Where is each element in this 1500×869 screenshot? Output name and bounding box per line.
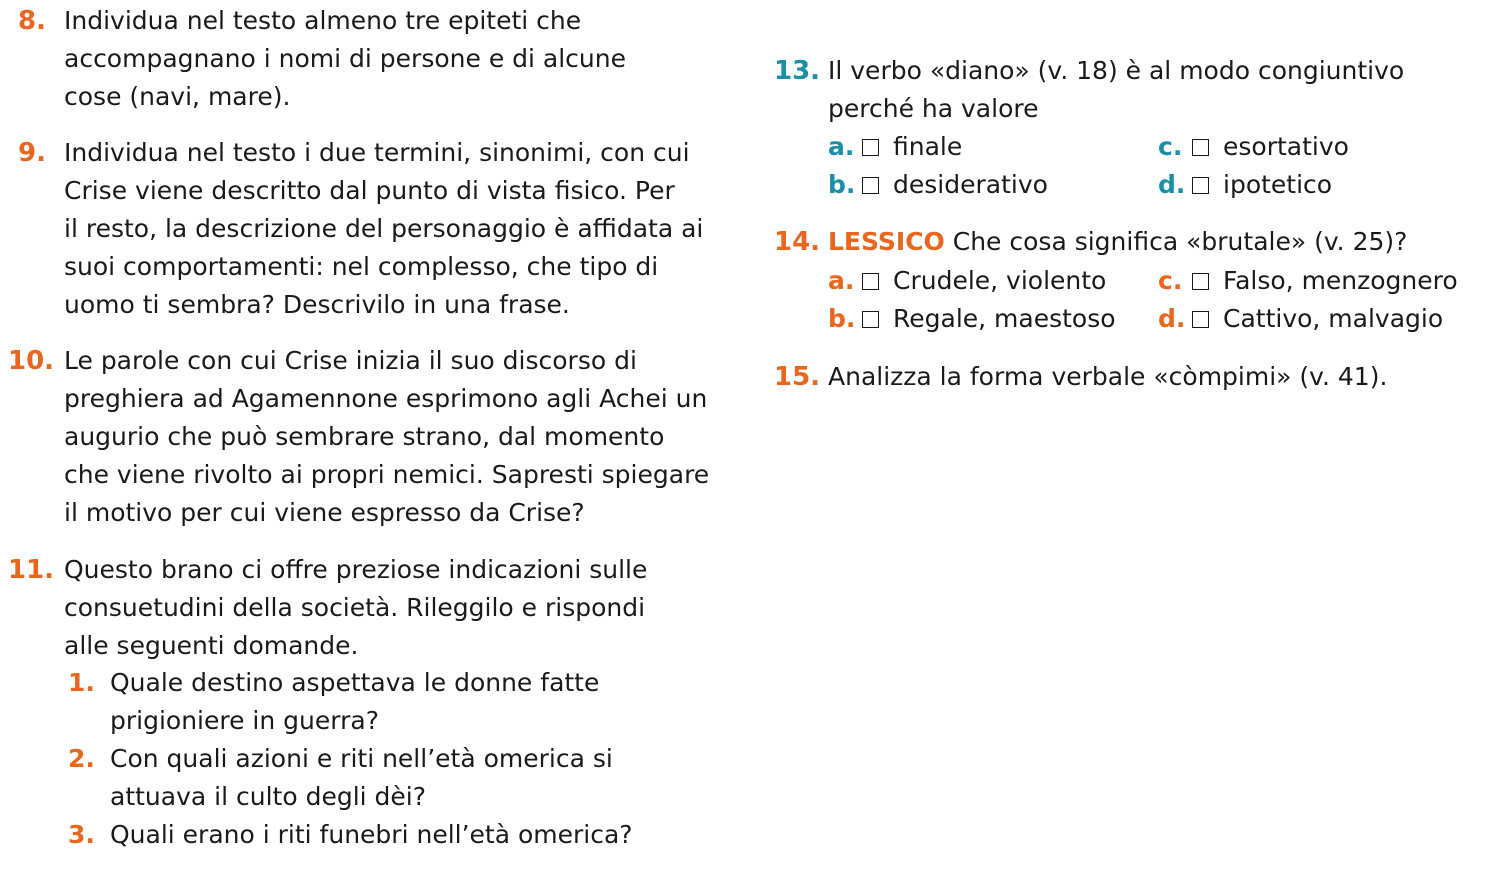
text-line: il motivo per cui viene espresso da Crise? xyxy=(64,498,585,527)
option-letter: c. xyxy=(1158,132,1183,161)
checkbox-icon[interactable] xyxy=(1192,177,1209,194)
question-text xyxy=(828,358,1387,396)
text-line: perché ha valore xyxy=(828,94,1039,123)
checkbox-icon[interactable] xyxy=(862,139,879,156)
text-line: che viene rivolto ai propri nemici. Sapresti spiegare xyxy=(64,460,710,489)
text-line: il resto, la descrizione del personaggio è affidata ai xyxy=(64,214,704,243)
text-line: Quali erano i riti funebri nell’età omerica? xyxy=(110,820,633,849)
option-text: Falso, menzognero xyxy=(1223,266,1458,295)
option-13c[interactable] xyxy=(1158,128,1349,166)
text-line: consuetudini della società. Rileggilo e rispondi xyxy=(64,593,646,622)
question-text xyxy=(828,52,1404,128)
checkbox-icon[interactable] xyxy=(862,177,879,194)
text-line: preghiera ad Agamennone esprimono agli Achei un xyxy=(64,384,708,413)
option-text: esortativo xyxy=(1223,132,1349,161)
option-text: desiderativo xyxy=(893,170,1048,199)
text-line: Con quali azioni e riti nell’età omerica si xyxy=(110,744,613,773)
question-number: 13. xyxy=(774,56,821,86)
question-text xyxy=(828,223,1407,261)
text-line: Crise viene descritto dal punto di vista fisico. Per xyxy=(64,176,675,205)
option-letter: a. xyxy=(828,266,855,295)
question-text xyxy=(64,342,709,532)
text-line: uomo ti sembra? Descrivilo in una frase. xyxy=(64,290,570,319)
text-line: augurio che può sembrare strano, dal momento xyxy=(64,422,665,451)
lessico-tag: LESSICO xyxy=(828,227,945,256)
text-line: accompagnano i nomi di persone e di alcune xyxy=(64,44,626,73)
option-letter: d. xyxy=(1158,304,1186,333)
text-line: attuava il culto degli dèi? xyxy=(110,782,426,811)
option-14a[interactable] xyxy=(828,262,1106,300)
sub-question-number: 2. xyxy=(68,744,95,773)
text-line: Individua nel testo almeno tre epiteti che xyxy=(64,6,582,35)
text-line: suoi comportamenti: nel complesso, che tipo di xyxy=(64,252,659,281)
option-14d[interactable] xyxy=(1158,300,1443,338)
text-line: Il verbo «diano» (v. 18) è al modo congiuntivo xyxy=(828,56,1405,85)
sub-question-text xyxy=(110,664,599,740)
text-line: prigioniere in guerra? xyxy=(110,706,379,735)
sub-question-text xyxy=(110,816,633,854)
sub-question-text xyxy=(110,740,613,816)
option-14b[interactable] xyxy=(828,300,1116,338)
checkbox-icon[interactable] xyxy=(1192,139,1209,156)
option-text: Crudele, violento xyxy=(893,266,1107,295)
text-line: cose (navi, mare). xyxy=(64,82,291,111)
option-letter: a. xyxy=(828,132,855,161)
text-line: Questo brano ci offre preziose indicazioni sulle xyxy=(64,555,648,584)
question-text xyxy=(64,2,626,116)
option-text: Regale, maestoso xyxy=(893,304,1116,333)
question-number: 11. xyxy=(8,555,55,585)
question-number: 9. xyxy=(18,138,46,168)
option-text: ipotetico xyxy=(1223,170,1333,199)
checkbox-icon[interactable] xyxy=(1192,273,1209,290)
question-text-span: Che cosa significa «brutale» (v. 25)? xyxy=(952,227,1408,256)
question-number: 15. xyxy=(774,362,821,392)
question-text xyxy=(64,551,647,665)
option-letter: b. xyxy=(828,304,856,333)
sub-question-number: 1. xyxy=(68,668,95,697)
checkbox-icon[interactable] xyxy=(1192,311,1209,328)
option-13a[interactable] xyxy=(828,128,962,166)
text-line: Quale destino aspettava le donne fatte xyxy=(110,668,600,697)
option-14c[interactable] xyxy=(1158,262,1458,300)
text-line: Analizza la forma verbale «còmpimi» (v. 41). xyxy=(828,362,1388,391)
checkbox-icon[interactable] xyxy=(862,311,879,328)
sub-question-number: 3. xyxy=(68,820,95,849)
option-13d[interactable] xyxy=(1158,166,1332,204)
option-letter: d. xyxy=(1158,170,1186,199)
option-text: finale xyxy=(893,132,963,161)
text-line: alle seguenti domande. xyxy=(64,631,359,660)
text-line: Le parole con cui Crise inizia il suo discorso di xyxy=(64,346,637,375)
question-number: 8. xyxy=(18,6,46,36)
question-text xyxy=(64,134,703,324)
question-number: 14. xyxy=(774,227,821,257)
checkbox-icon[interactable] xyxy=(862,273,879,290)
question-number: 10. xyxy=(8,346,55,376)
text-line xyxy=(828,223,1407,261)
option-13b[interactable] xyxy=(828,166,1048,204)
text-line: Individua nel testo i due termini, sinonimi, con cui xyxy=(64,138,690,167)
option-letter: b. xyxy=(828,170,856,199)
option-letter: c. xyxy=(1158,266,1183,295)
option-text: Cattivo, malvagio xyxy=(1223,304,1444,333)
